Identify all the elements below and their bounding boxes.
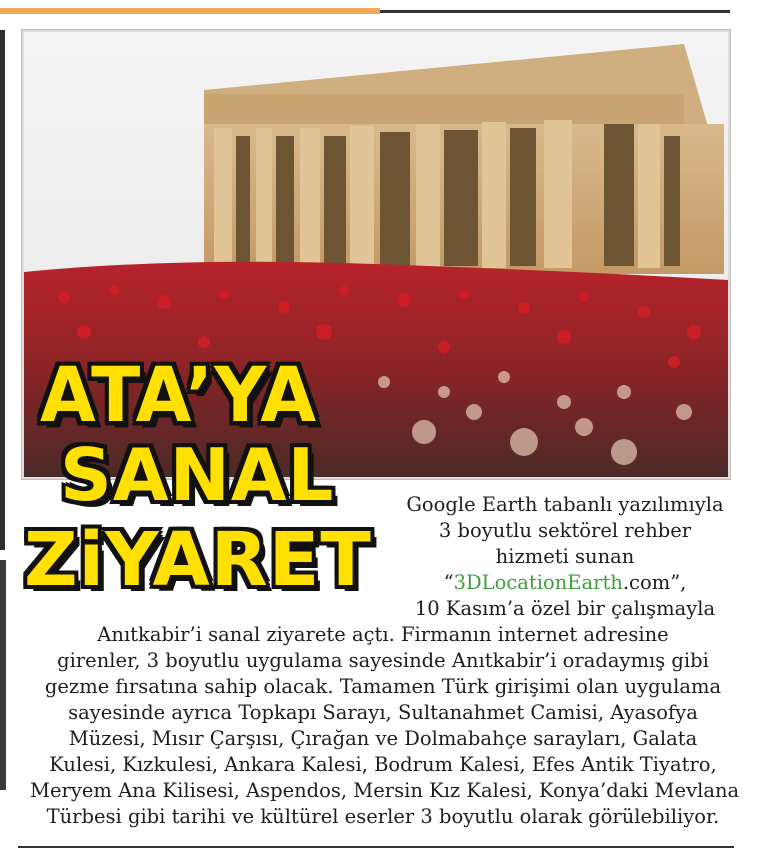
- body-line: gezme fırsatına sahip olacak. Tamamen Türk girişimi olan uygulama: [44, 675, 722, 698]
- intro-site-line: [400, 570, 730, 596]
- headline-line-2: SANAL: [60, 433, 335, 517]
- intro-line: hizmeti sunan: [495, 545, 635, 568]
- top-accent-bar: [0, 8, 380, 14]
- top-rule: [380, 10, 730, 13]
- body-line: Meryem Ana Kilisesi, Aspendos, Mersin Kız Kalesi, Konya’daki Mevlana: [30, 779, 740, 802]
- headline: [22, 345, 402, 615]
- body-line: Anıtkabir’i sanal ziyarete açtı. Firmanın internet adresine: [97, 623, 669, 646]
- headline-line-3: ZiYARET: [24, 517, 372, 603]
- body-line: sayesinde ayrıca Topkapı Sarayı, Sultanahmet Camisi, Ayasofya: [68, 701, 698, 724]
- body-line: Kulesi, Kızkulesi, Ankara Kalesi, Bodrum Kalesi, Efes Antik Tiyatro,: [49, 753, 717, 776]
- intro-line: 3 boyutlu sektörel rehber: [438, 519, 692, 542]
- intro-line: Google Earth tabanlı yazılımıyla: [406, 493, 724, 516]
- article-intro: [400, 492, 730, 622]
- article-body: [30, 622, 740, 830]
- body-line: girenler, 3 boyutlu uygulama sayesinde Anıtkabir’i oradaymış gibi: [57, 649, 709, 672]
- site-name-link[interactable]: 3DLocationEarth: [453, 571, 623, 594]
- site-suffix: .com”,: [622, 571, 687, 594]
- bottom-rule: [18, 846, 734, 848]
- body-line: Türbesi gibi tarihi ve kültürel eserler 3 boyutlu olarak görülebiliyor.: [46, 805, 720, 828]
- headline-line-1: ATA’YA: [40, 350, 318, 440]
- open-quote: “: [443, 571, 454, 594]
- adjacent-column-edge-lower: [0, 560, 6, 790]
- body-line: Müzesi, Mısır Çarşısı, Çırağan ve Dolmabahçe sarayları, Galata: [68, 727, 698, 750]
- intro-line: 10 Kasım’a özel bir çalışmayla: [414, 597, 716, 620]
- adjacent-column-edge: [0, 30, 5, 550]
